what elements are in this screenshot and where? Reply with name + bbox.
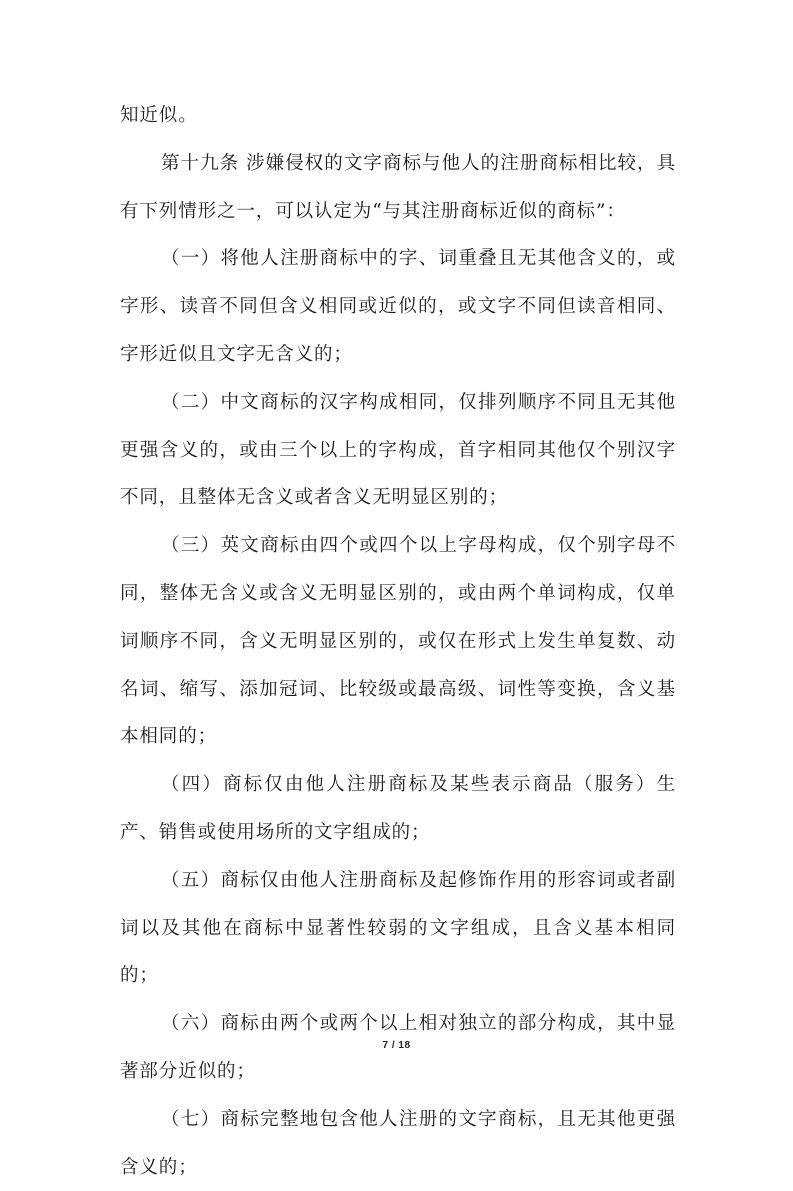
- paragraph-item-7: （七）商标完整地包含他人注册的文字商标，且无其他更强含义的；: [120, 1108, 676, 1178]
- paragraph-item-3: （三）英文商标由四个或四个以上字母构成，仅个别字母不同，整体无含义或含义无明显区别的，或由两个单词构成，仅单词顺序不同，含义无明显区别的，或仅在形式上发生单复数、动名词、缩写、添加冠词、比较级或最高级、词性等变换，含义基本相同的；: [120, 535, 676, 748]
- paragraph-item-2: （二）中文商标的汉字构成相同，仅排列顺序不同且无其他更强含义的，或由三个以上的字构成，首字相同其他仅个别汉字不同，且整体无含义或者含义无明显区别的；: [120, 391, 676, 509]
- paragraph-item-4: （四）商标仅由他人注册商标及某些表示商品（服务）生产、销售或使用场所的文字组成的；: [120, 774, 676, 843]
- paragraph-article-19: 第十九条 涉嫌侵权的文字商标与他人的注册商标相比较，具有下列情形之一，可以认定为“与其注册商标近似的商标”：: [120, 152, 676, 222]
- document-body: [120, 92, 676, 1191]
- paragraph-item-5: （五）商标仅由他人注册商标及起修饰作用的形容词或者副词以及其他在商标中显著性较弱的文字组成，且含义基本相同的；: [120, 869, 676, 987]
- page-number: 7 / 18: [382, 1040, 411, 1051]
- paragraph-item-6: （六）商标由两个或两个以上相对独立的部分构成，其中显著部分近似的；: [120, 1013, 676, 1082]
- paragraph-item-1: （一）将他人注册商标中的字、词重叠且无其他含义的，或字形、读音不同但含义相同或近似的，或文字不同但读音相同、字形近似且文字无含义的；: [120, 248, 676, 365]
- paragraph-continuation: 知近似。: [120, 105, 198, 126]
